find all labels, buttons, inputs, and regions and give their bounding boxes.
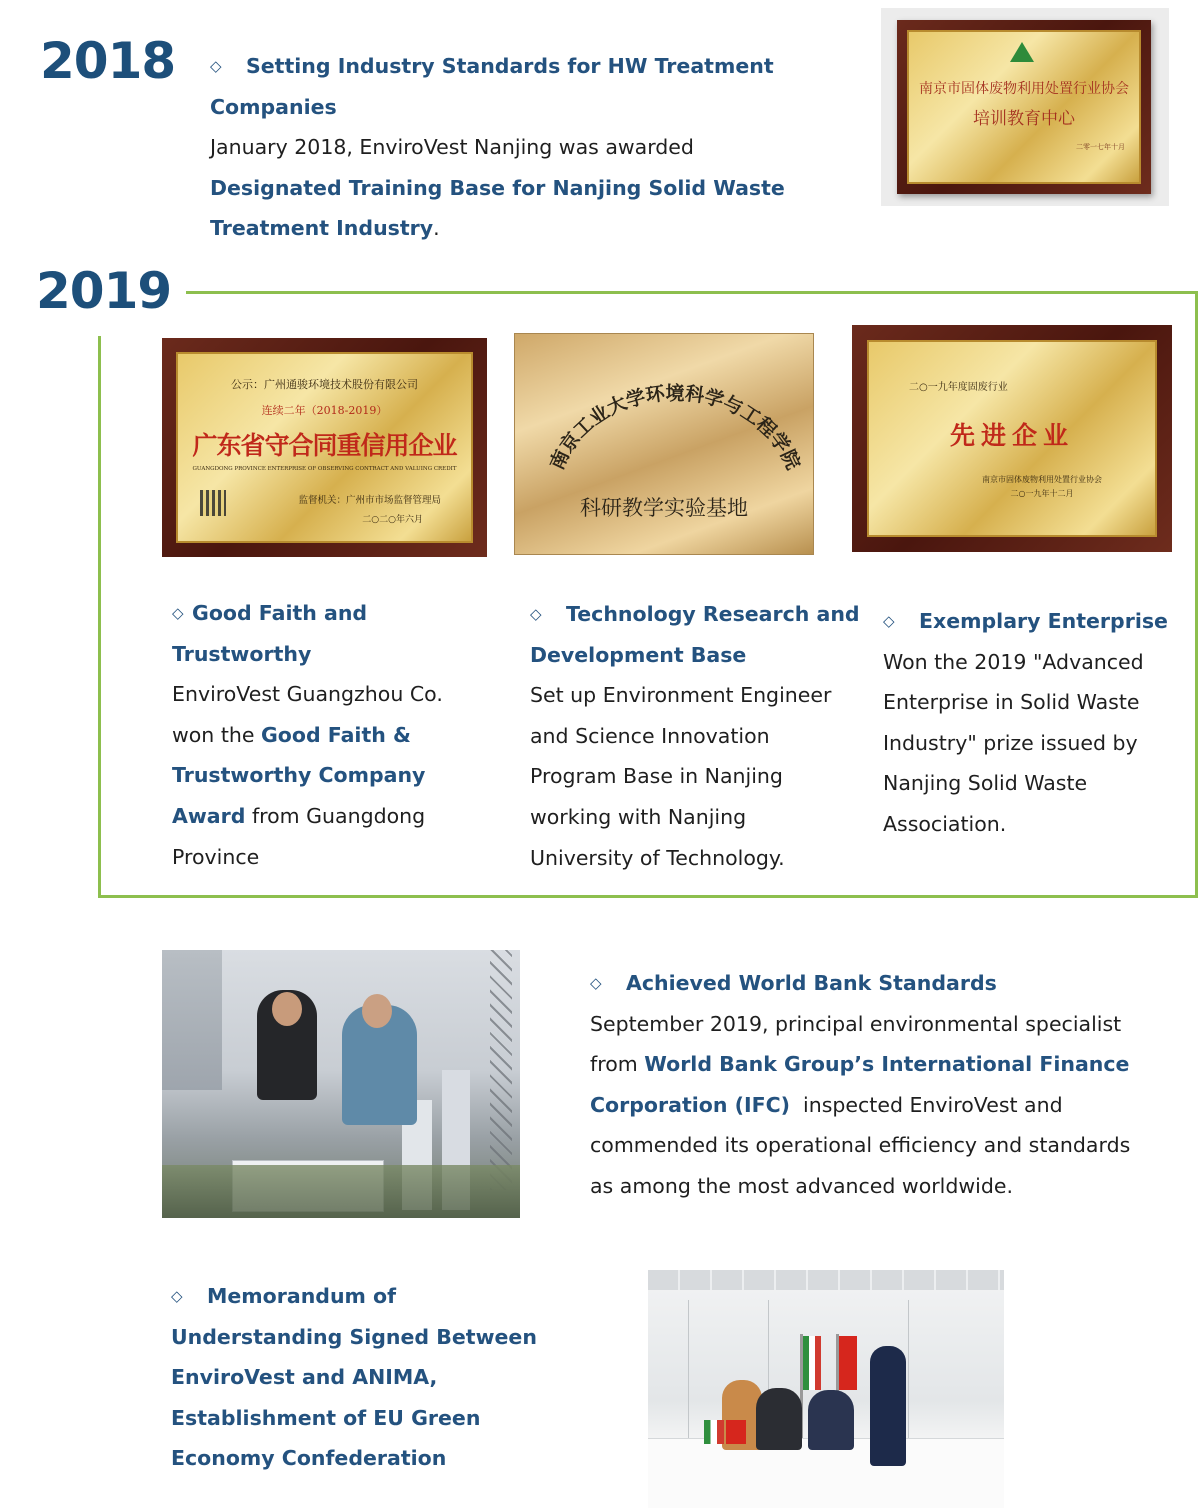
- frame-right: [1195, 291, 1198, 898]
- mou-title-4: Establishment of EU Green: [171, 1405, 481, 1430]
- tech-base-body-4: working with Nanjing: [530, 804, 747, 829]
- exemplary-body-2: Enterprise in Solid Waste: [883, 690, 1140, 715]
- plaque1-date: 二○二○年六月: [362, 515, 423, 525]
- plaque1-sub: 连续二年（2018-2019）: [261, 404, 388, 417]
- tech-base-body-3: Program Base in Nanjing: [530, 764, 783, 789]
- qr-code-icon: [200, 490, 226, 516]
- world-bank-body-4: commended its operational efficiency and standards: [590, 1133, 1131, 1158]
- exemplary-block: [883, 601, 1183, 845]
- plaque3-issuer: 南京市固体废物利用处置行业协会: [982, 475, 1102, 484]
- world-bank-block: [590, 963, 1190, 1207]
- exemplary-title: ◇ Exemplary Enterprise: [883, 601, 1183, 642]
- plaque2-main: 科研教学实验基地: [580, 496, 748, 520]
- plaque-good-faith-image: [162, 338, 487, 557]
- year-2019: 2019: [36, 262, 172, 320]
- good-faith-title-cont: Trustworthy: [172, 641, 312, 666]
- exemplary-body-3: Industry" prize issued by: [883, 730, 1138, 755]
- plaque-2018-line2: 培训教育中心: [973, 109, 1075, 129]
- plaque-2018-date: 二零一七年十月: [1076, 143, 1125, 151]
- world-bank-body-1: September 2019, principal environmental specialist: [590, 1011, 1122, 1036]
- exemplary-body-1: Won the 2019 "Advanced: [883, 649, 1144, 674]
- plaque1-english: GUANGDONG PROVINCE ENTERPRISE OF OBSERVING CONTRACT AND VALUING CREDIT: [192, 466, 457, 472]
- world-bank-visit-photo: [162, 950, 520, 1218]
- tech-base-block: [530, 594, 860, 878]
- plaque3-date: 二○一九年十二月: [1010, 489, 1074, 498]
- award-2018-title: ◇ Setting Industry Standards for HW Treatment: [210, 46, 830, 87]
- frame-bottom: [98, 895, 1198, 898]
- award-2018-highlight: Designated Training Base for Nanjing Solid Waste: [210, 175, 785, 200]
- bullet-icon: ◇: [530, 605, 542, 623]
- tech-base-body-2: and Science Innovation: [530, 723, 770, 748]
- bullet-icon: ◇: [883, 612, 895, 630]
- plaque3-main: 先进企业: [949, 421, 1074, 450]
- plaque-2018-image: [881, 8, 1169, 206]
- mou-title-5: Economy Confederation: [171, 1446, 447, 1471]
- frame-top: [186, 291, 1198, 294]
- recycle-logo-icon: [1010, 42, 1034, 62]
- plaque-tech-base-image: [514, 333, 814, 555]
- world-bank-body-2: from World Bank Group’s International Finance: [590, 1052, 1130, 1077]
- tech-base-title: ◇ Technology Research and: [530, 594, 860, 635]
- good-faith-body-3: Trustworthy Company: [172, 763, 426, 788]
- svg-text:南京工业大学环境科学与工程学院: 南京工业大学环境科学与工程学院: [545, 382, 805, 474]
- mou-title-1: ◇ Memorandum of: [171, 1276, 591, 1317]
- exemplary-body-4: Nanjing Solid Waste: [883, 771, 1088, 796]
- award-2018-highlight-cont: Treatment Industry.: [210, 216, 440, 241]
- good-faith-block: [172, 593, 492, 877]
- plaque3-top: 二○一九年度固废行业: [909, 382, 1008, 393]
- good-faith-title: ◇ Good Faith and: [172, 593, 492, 634]
- plaque1-top: 公示：广州通骏环境技术股份有限公司: [231, 378, 418, 391]
- good-faith-body-1: EnviroVest Guangzhou Co.: [172, 682, 443, 707]
- bullet-icon: ◇: [172, 604, 184, 622]
- world-bank-title: ◇ Achieved World Bank Standards: [590, 963, 1190, 1004]
- good-faith-body-2: won the Good Faith &: [172, 722, 411, 747]
- tech-base-body-1: Set up Environment Engineer: [530, 683, 832, 708]
- plaque1-main: 广东省守合同重信用企业: [192, 431, 457, 460]
- plaque-2018-line1: 南京市固体废物利用处置行业协会: [919, 81, 1129, 97]
- plaque-exemplary-image: [852, 325, 1172, 552]
- tech-base-body-5: University of Technology.: [530, 845, 785, 870]
- exemplary-body-5: Association.: [883, 811, 1007, 836]
- tech-base-title-cont: Development Base: [530, 642, 747, 667]
- award-2018-block: [210, 46, 830, 249]
- mou-block: [171, 1276, 591, 1479]
- mou-signing-photo: [648, 1270, 1004, 1508]
- good-faith-body-4: Award from Guangdong: [172, 803, 426, 828]
- year-2018: 2018: [40, 32, 176, 90]
- mou-title-2: Understanding Signed Between: [171, 1324, 537, 1349]
- bullet-icon: ◇: [171, 1287, 183, 1305]
- world-bank-body-3: Corporation (IFC) inspected EnviroVest and: [590, 1092, 1063, 1117]
- world-bank-body-5: as among the most advanced worldwide.: [590, 1173, 1013, 1198]
- award-2018-body: January 2018, EnviroVest Nanjing was awarded: [210, 135, 694, 160]
- frame-left: [98, 336, 101, 898]
- plaque2-arc: [515, 352, 814, 492]
- mou-title-3: EnviroVest and ANIMA,: [171, 1365, 438, 1390]
- bullet-icon: ◇: [590, 974, 602, 992]
- plaque1-issuer: 监督机关：广州市市场监督管理局: [298, 495, 441, 506]
- award-2018-title-cont: Companies: [210, 94, 337, 119]
- good-faith-body-5: Province: [172, 844, 260, 869]
- bullet-icon: ◇: [210, 57, 222, 75]
